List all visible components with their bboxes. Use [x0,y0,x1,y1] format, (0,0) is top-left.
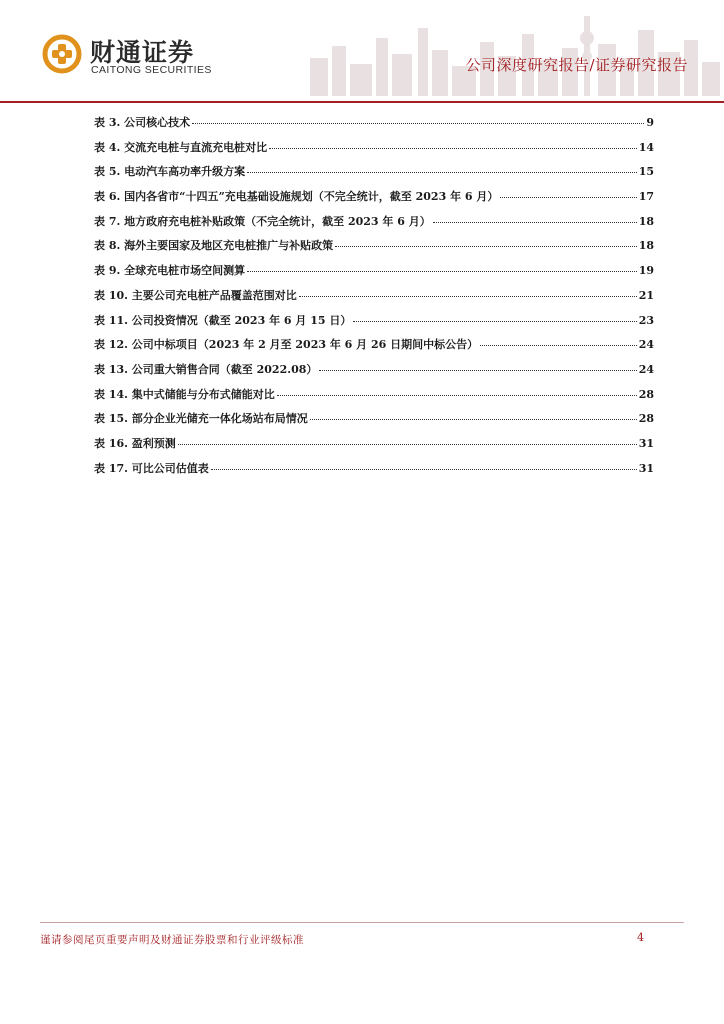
toc-entry-title: 表 5. 电动汽车高功率升级方案 [94,165,246,179]
toc-dot-leader [299,295,637,297]
toc-dot-leader [211,468,637,470]
table-of-contents [94,114,654,484]
toc-entry[interactable] [94,237,654,262]
toc-entry[interactable] [94,410,654,435]
brand-name-en: CAITONG SECURITIES [91,64,212,76]
toc-entry-page: 19 [638,264,654,278]
toc-entry[interactable] [94,213,654,238]
toc-entry[interactable] [94,361,654,386]
city-skyline-icon [300,8,724,96]
toc-entry-title: 表 6. 国内各省市“十四五”充电基础设施规划（不完全统计，截至 2023 年 6 月） [94,190,499,204]
toc-entry-title: 表 3. 公司核心技术 [94,116,191,129]
footer-divider [40,922,684,923]
toc-entry-page: 14 [638,140,654,154]
toc-entry[interactable] [94,262,654,287]
toc-dot-leader [178,443,637,445]
caitong-logo-icon [40,32,84,76]
footer-disclaimer: 谨请参阅尾页重要声明及财通证券股票和行业评级标准 [40,934,304,946]
toc-entry[interactable] [94,435,654,460]
toc-entry-page: 28 [638,412,654,426]
toc-entry[interactable] [94,287,654,312]
toc-entry[interactable] [94,188,654,213]
toc-dot-leader [319,369,636,371]
toc-entry-title: 表 7. 地方政府充电桩补贴政策（不完全统计，截至 2023 年 6 月） [94,214,431,228]
toc-entry-page: 24 [638,338,654,352]
toc-dot-leader [335,245,637,247]
toc-dot-leader [480,344,637,346]
brand-name-cn: 财通证券 [90,38,195,67]
toc-entry-title: 表 16. 盈利预测 [94,436,176,450]
header-divider [0,101,724,103]
page-number: 4 [637,931,644,944]
toc-entry-title: 表 13. 公司重大销售合同（截至 2022.08） [94,362,318,376]
toc-entry-page: 18 [638,214,654,228]
toc-entry-page: 31 [638,436,654,450]
toc-dot-leader [310,418,637,420]
toc-entry-page: 24 [638,362,654,376]
toc-entry[interactable] [94,114,654,139]
toc-entry-page: 17 [638,190,654,204]
toc-entry-title: 表 4. 交流充电桩与直流充电桩对比 [94,140,268,154]
toc-entry-page: 9 [646,116,654,129]
toc-dot-leader [433,221,637,223]
page-header [0,0,724,104]
toc-entry[interactable] [94,163,654,188]
toc-entry-title: 表 9. 全球充电桩市场空间测算 [94,264,246,278]
toc-dot-leader [277,394,637,396]
toc-entry-page: 31 [638,461,654,475]
toc-dot-leader [353,320,636,322]
toc-entry-title: 表 10. 主要公司充电桩产品覆盖范围对比 [94,288,297,302]
toc-entry-page: 15 [638,165,654,179]
toc-dot-leader [500,196,636,198]
toc-entry-title: 表 14. 集中式储能与分布式储能对比 [94,387,275,401]
toc-entry-page: 18 [638,239,654,253]
toc-entry-title: 表 12. 公司中标项目（2023 年 2 月至 2023 年 6 月 26 日期间中标公告） [94,338,479,352]
toc-entry[interactable] [94,336,654,361]
toc-entry-page: 21 [638,288,654,302]
toc-entry-title: 表 17. 可比公司估值表 [94,461,209,475]
toc-dot-leader [192,122,644,124]
toc-entry-page: 23 [638,313,654,327]
toc-entry[interactable] [94,312,654,337]
toc-entry-title: 表 8. 海外主要国家及地区充电桩推广与补贴政策 [94,239,334,253]
toc-entry-title: 表 15. 部分企业光储充一体化场站布局情况 [94,412,308,426]
toc-entry[interactable] [94,386,654,411]
toc-entry[interactable] [94,139,654,164]
report-type-label: 公司深度研究报告/证券研究报告 [465,56,688,74]
toc-dot-leader [247,171,637,173]
toc-dot-leader [247,270,637,272]
toc-entry-title: 表 11. 公司投资情况（截至 2023 年 6 月 15 日） [94,313,352,327]
toc-entry[interactable] [94,460,654,485]
toc-dot-leader [269,147,637,149]
toc-entry-page: 28 [638,387,654,401]
